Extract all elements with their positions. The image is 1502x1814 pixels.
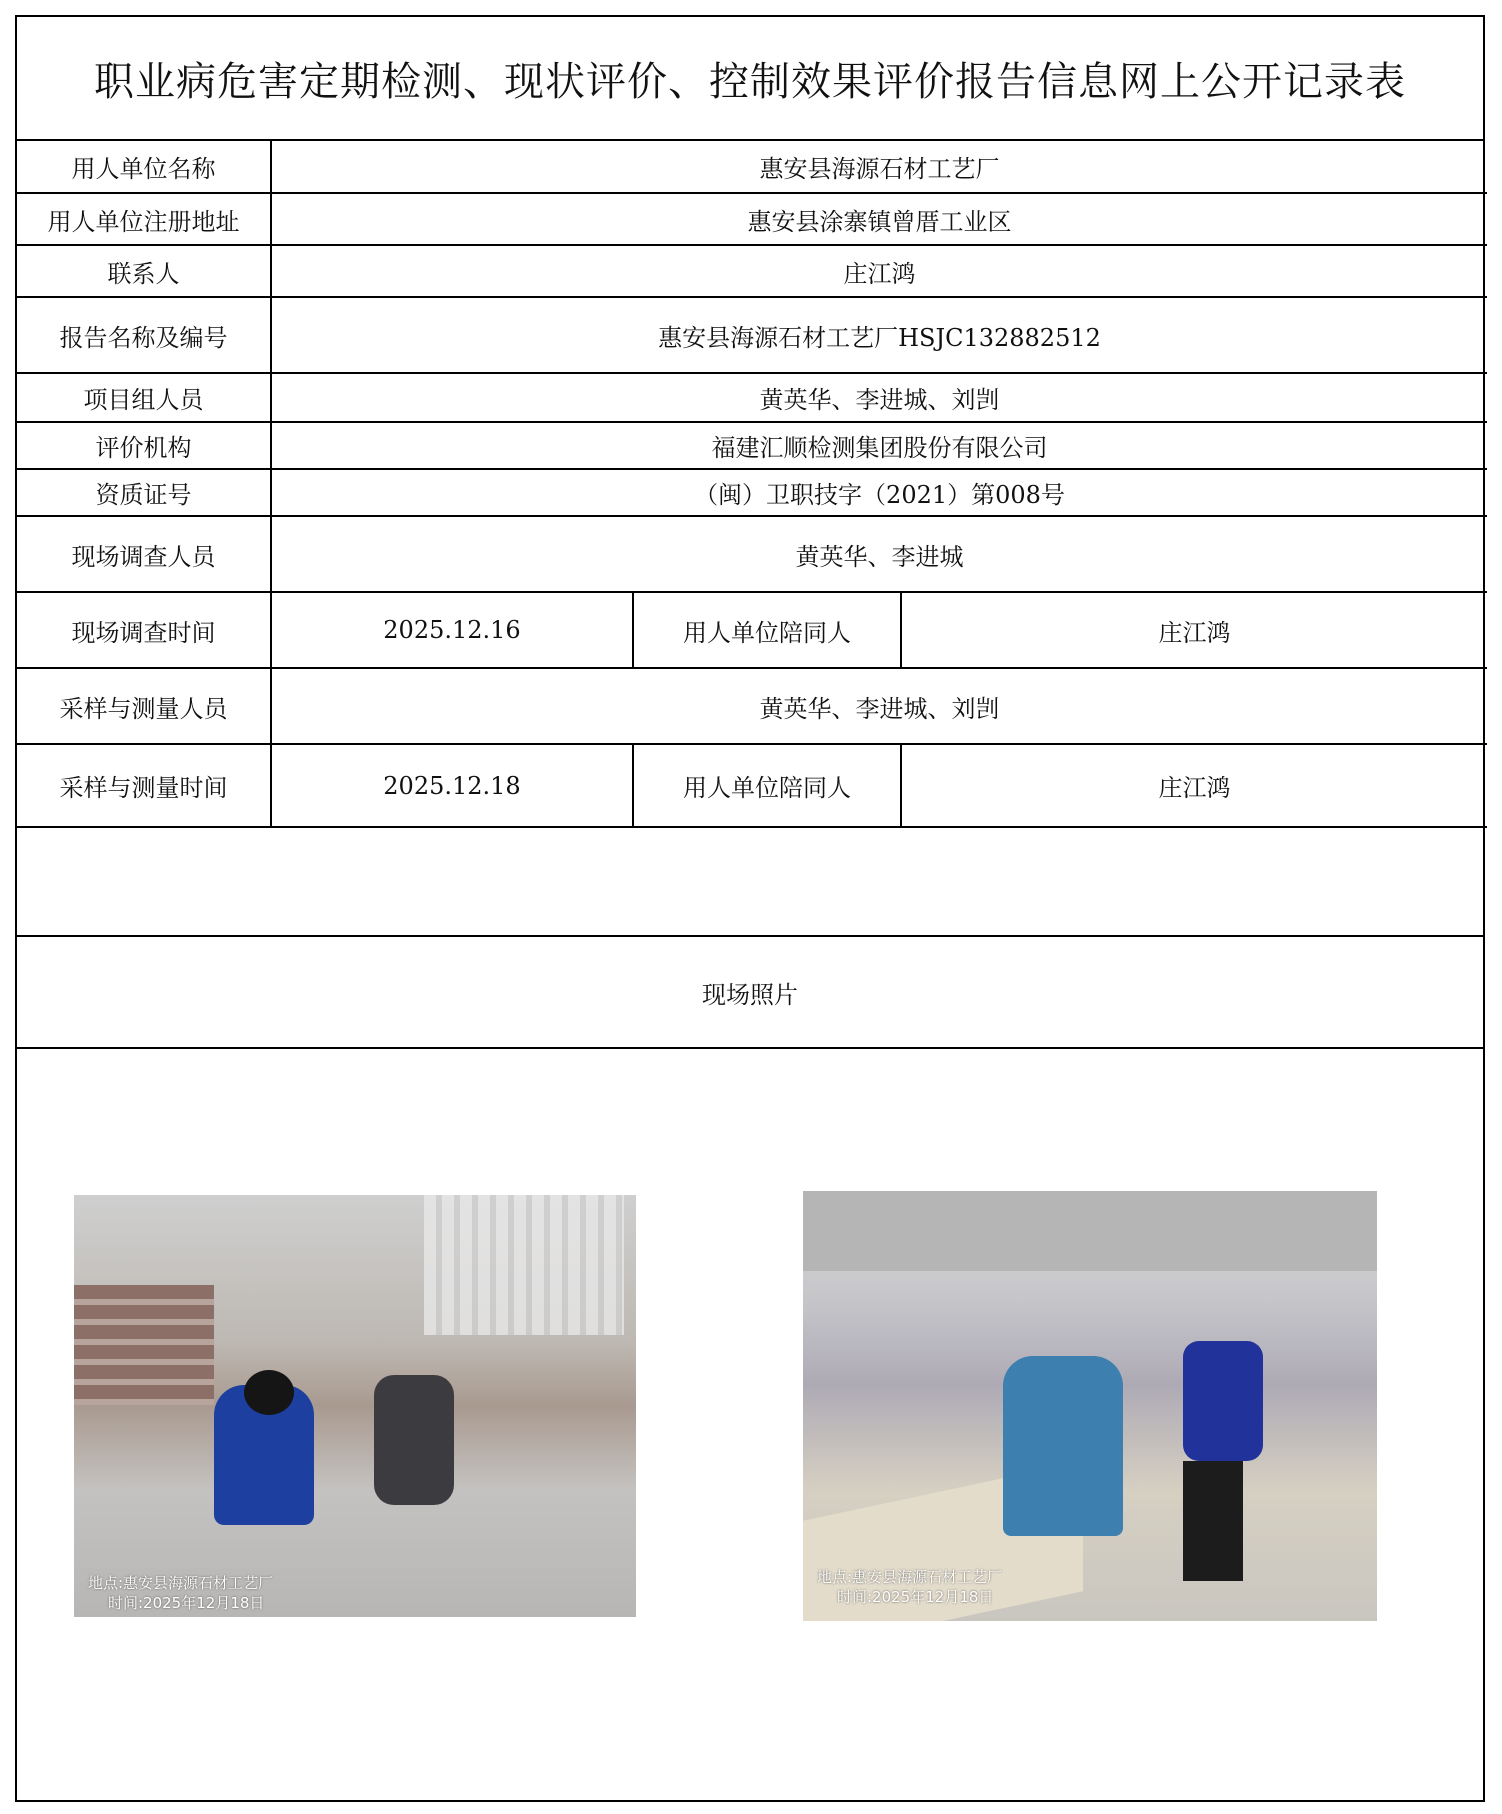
field-label: 用人单位陪同人 [633, 744, 901, 827]
sampling-companion-value: 庄江鸿 [901, 744, 1487, 827]
field-label: 采样与测量人员 [17, 668, 271, 744]
field-label: 联系人 [17, 245, 271, 297]
certificate-number-value: （闽）卫职技字（2021）第008号 [271, 469, 1487, 516]
photo-location: 地点:惠安县海源石材工艺厂 [817, 1568, 1003, 1586]
field-label: 项目组人员 [17, 373, 271, 422]
sampling-date-value: 2025.12.18 [271, 744, 633, 827]
table-row [17, 422, 1487, 469]
photos-section-header: 现场照片 [17, 935, 1483, 1049]
photo-time: 时间:2025年12月18日 [837, 1588, 994, 1606]
field-label: 资质证号 [17, 469, 271, 516]
report-name-value: 惠安县海源石材工艺厂HSJC132882512 [271, 297, 1487, 373]
survey-companion-value: 庄江鸿 [901, 592, 1487, 668]
contact-value: 庄江鸿 [271, 245, 1487, 297]
table-row [17, 668, 1487, 744]
project-team-value: 黄英华、李进城、刘剀 [271, 373, 1487, 422]
site-photo-1 [74, 1195, 636, 1617]
stone-slabs [74, 1285, 214, 1405]
photo-time: 时间:2025年12月18日 [108, 1594, 265, 1612]
info-table [17, 141, 1487, 828]
field-label: 现场调查人员 [17, 516, 271, 592]
table-row [17, 193, 1487, 245]
stone-worker [374, 1375, 454, 1505]
worker-head [244, 1370, 294, 1415]
field-label: 评价机构 [17, 422, 271, 469]
field-label: 报告名称及编号 [17, 297, 271, 373]
sampling-staff-value: 黄英华、李进城、刘剀 [271, 668, 1487, 744]
photo-caption [817, 1567, 1002, 1607]
field-label: 用人单位名称 [17, 141, 271, 193]
table-row [17, 592, 1487, 668]
table-row [17, 373, 1487, 422]
field-label: 用人单位注册地址 [17, 193, 271, 245]
photo-location: 地点:惠安县海源石材工艺厂 [88, 1574, 274, 1592]
table-row [17, 469, 1487, 516]
table-row [17, 516, 1487, 592]
worker-jacket [1003, 1356, 1123, 1536]
inspector-vest [1183, 1341, 1263, 1461]
ceiling [803, 1191, 1377, 1271]
inspector-legs [1183, 1461, 1243, 1581]
table-row [17, 245, 1487, 297]
table-row [17, 297, 1487, 373]
table-row [17, 141, 1487, 193]
table-row [17, 744, 1487, 827]
page-title: 职业病危害定期检测、现状评价、控制效果评价报告信息网上公开记录表 [17, 17, 1483, 141]
field-label: 用人单位陪同人 [633, 592, 901, 668]
survey-date-value: 2025.12.16 [271, 592, 633, 668]
survey-staff-value: 黄英华、李进城 [271, 516, 1487, 592]
company-name-value: 惠安县海源石材工艺厂 [271, 141, 1487, 193]
evaluation-agency-value: 福建汇顺检测集团股份有限公司 [271, 422, 1487, 469]
company-address-value: 惠安县涂寨镇曾厝工业区 [271, 193, 1487, 245]
photo-caption [88, 1573, 273, 1613]
field-label: 采样与测量时间 [17, 744, 271, 827]
site-photo-2 [803, 1191, 1377, 1621]
field-label: 现场调查时间 [17, 592, 271, 668]
stacked-stones [424, 1195, 624, 1335]
